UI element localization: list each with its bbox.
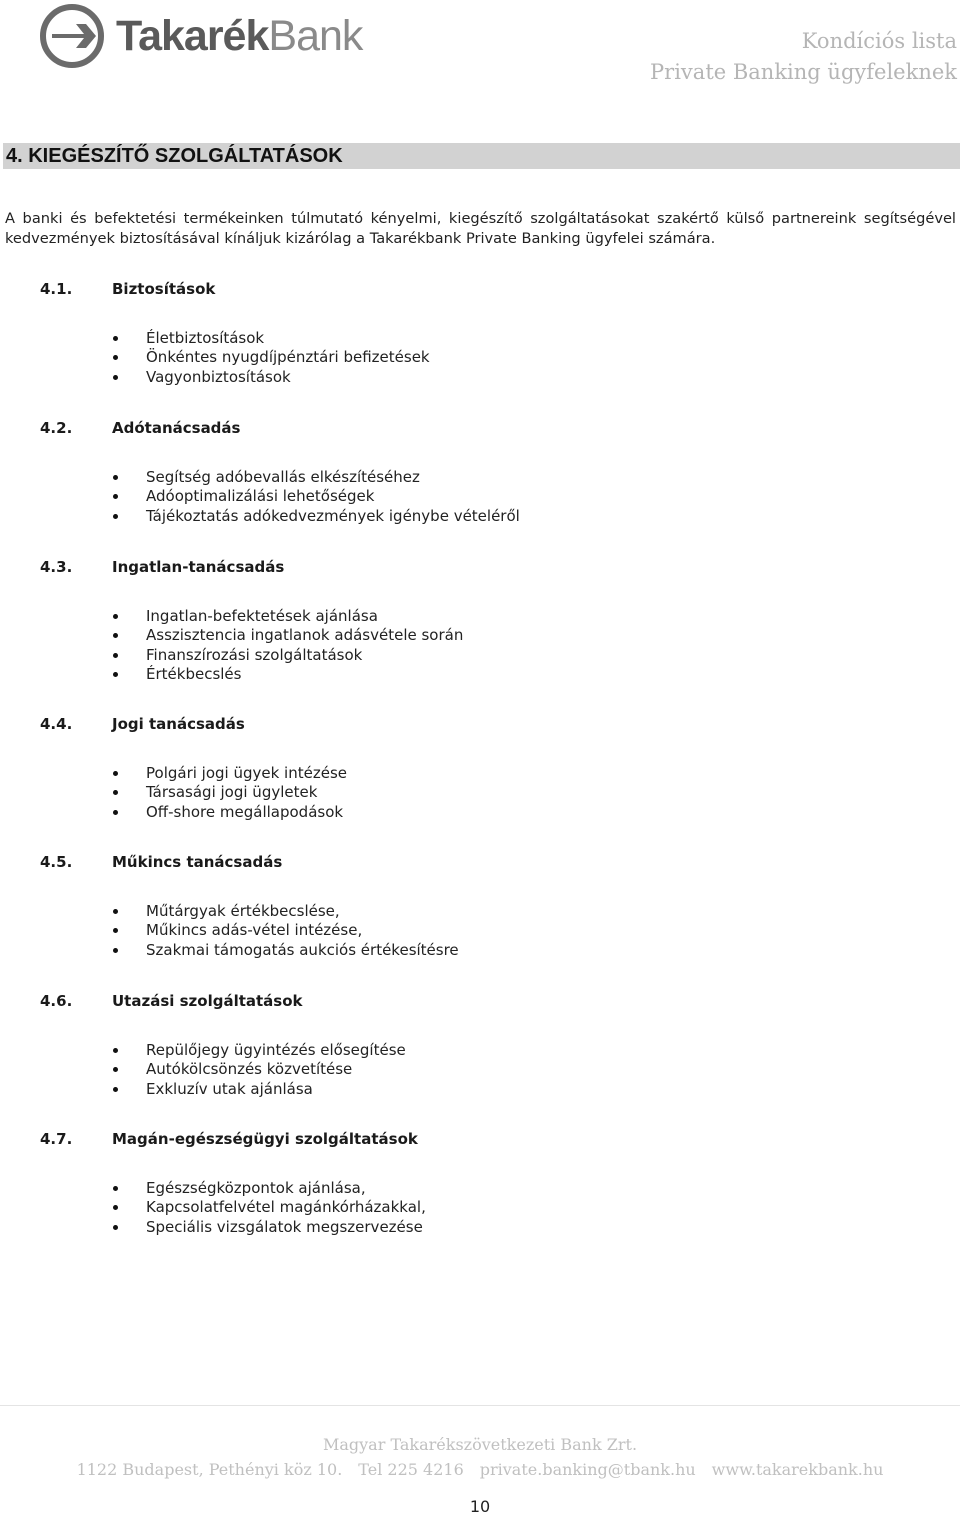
- section-intro: A banki és befektetési termékeinken túlmutató kényelmi, kiegészítő szolgáltatásokat szakértő külső partnereink segítségével kedvezmények biztosításával kínáljuk kizárólag a Takarékbank Private Banking ügyfelei számára.: [5, 210, 956, 247]
- bullet-list: [40, 468, 950, 526]
- logo-text-bold: Takarék: [116, 11, 269, 60]
- list-item: Asszisztencia ingatlanok adásvétele során: [40, 626, 950, 645]
- subsection-heading: [40, 991, 950, 1011]
- subsection-heading: [40, 714, 950, 734]
- subsection-number: 4.1.: [40, 280, 73, 298]
- list-item: Szakmai támogatás aukciós értékesítésre: [40, 941, 950, 960]
- footer-email: private.banking@tbank.hu: [479, 1460, 696, 1479]
- subsection: [40, 852, 950, 960]
- subsection-title: Műkincs tanácsadás: [112, 853, 283, 871]
- list-item: Kapcsolatfelvétel magánkórházakkal,: [40, 1198, 950, 1217]
- subsection-number: 4.3.: [40, 558, 73, 576]
- logo-wordmark: [116, 11, 363, 60]
- section-title: 4. KIEGÉSZÍTŐ SZOLGÁLTATÁSOK: [6, 144, 343, 167]
- subsection: [40, 557, 950, 685]
- list-item: Önkéntes nyugdíjpénztári befizetések: [40, 348, 950, 367]
- bullet-list: [40, 902, 950, 960]
- subsection: [40, 714, 950, 822]
- list-item: Műkincs adás-vétel intézése,: [40, 921, 950, 940]
- subsection-heading: [40, 418, 950, 438]
- bullet-list: [40, 1179, 950, 1237]
- subsection-number: 4.5.: [40, 853, 73, 871]
- subsection-title: Magán-egészségügyi szolgáltatások: [112, 1130, 418, 1148]
- subsection-title: Utazási szolgáltatások: [112, 992, 303, 1010]
- list-item: Finanszírozási szolgáltatások: [40, 646, 950, 665]
- subsection-title: Ingatlan-tanácsadás: [112, 558, 285, 576]
- list-item: Polgári jogi ügyek intézése: [40, 764, 950, 783]
- subsection: [40, 418, 950, 526]
- document-title-line2: Private Banking ügyfeleknek: [650, 60, 957, 84]
- list-item: Repülőjegy ügyintézés elősegítése: [40, 1041, 950, 1060]
- list-item: Életbiztosítások: [40, 329, 950, 348]
- footer-phone: Tel 225 4216: [358, 1460, 464, 1479]
- logo-text-light: Bank: [268, 11, 363, 60]
- footer-divider: [0, 1405, 960, 1406]
- bullet-list: [40, 329, 950, 387]
- subsection-number: 4.2.: [40, 419, 73, 437]
- logo-emblem-icon: [40, 4, 104, 68]
- document-title: [650, 26, 957, 88]
- list-item: Adóoptimalizálási lehetőségek: [40, 487, 950, 506]
- subsection-heading: [40, 279, 950, 299]
- list-item: Műtárgyak értékbecslése,: [40, 902, 950, 921]
- page-number: 10: [469, 1497, 491, 1516]
- subsection-title: Biztosítások: [112, 280, 216, 298]
- subsection-number: 4.7.: [40, 1130, 73, 1148]
- list-item: Vagyonbiztosítások: [40, 368, 950, 387]
- list-item: Speciális vizsgálatok megszervezése: [40, 1218, 950, 1237]
- list-item: Értékbecslés: [40, 665, 950, 684]
- section-heading-bar: [3, 143, 960, 169]
- document-title-line1: Kondíciós lista: [801, 29, 957, 53]
- subsection: [40, 991, 950, 1099]
- takarekbank-logo: [40, 4, 362, 68]
- subsection-number: 4.4.: [40, 715, 73, 733]
- list-item: Off-shore megállapodások: [40, 803, 950, 822]
- list-item: Segítség adóbevallás elkészítéséhez: [40, 468, 950, 487]
- list-item: Egészségközpontok ajánlása,: [40, 1179, 950, 1198]
- subsection-heading: [40, 557, 950, 577]
- footer-address: 1122 Budapest, Pethényi köz 10.: [76, 1460, 343, 1479]
- subsection-title: Adótanácsadás: [112, 419, 241, 437]
- subsection-heading: [40, 852, 950, 872]
- subsection: [40, 279, 950, 387]
- bullet-list: [40, 1041, 950, 1099]
- subsection-number: 4.6.: [40, 992, 73, 1010]
- list-item: Társasági jogi ügyletek: [40, 783, 950, 802]
- bullet-list: [40, 764, 950, 822]
- list-item: Tájékoztatás adókedvezmények igénybe vételéről: [40, 507, 950, 526]
- footer-website: www.takarekbank.hu: [711, 1460, 884, 1479]
- footer-contact-line: [0, 1457, 960, 1482]
- footer-company: Magyar Takarékszövetkezeti Bank Zrt.: [322, 1435, 638, 1454]
- list-item: Autókölcsönzés közvetítése: [40, 1060, 950, 1079]
- subsection-title: Jogi tanácsadás: [112, 715, 245, 733]
- footer: [0, 1432, 960, 1482]
- subsection-heading: [40, 1129, 950, 1149]
- subsection: [40, 1129, 950, 1237]
- list-item: Ingatlan-befektetések ajánlása: [40, 607, 950, 626]
- list-item: Exkluzív utak ajánlása: [40, 1080, 950, 1099]
- bullet-list: [40, 607, 950, 685]
